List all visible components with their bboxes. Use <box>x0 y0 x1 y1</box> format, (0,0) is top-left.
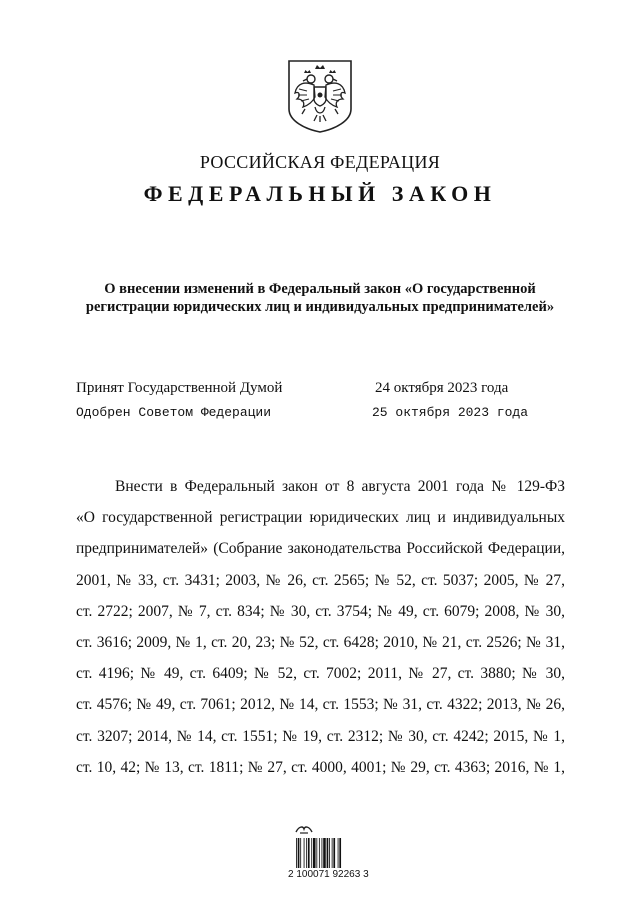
duma-adoption-date: 24 октября 2023 года <box>375 380 509 396</box>
law-title <box>60 280 580 316</box>
body-line: ст. 4196; № 49, ст. 6409; № 52, ст. 7002; 2011, № 27, ст. 3880; № 30, <box>76 665 565 683</box>
country-heading: РОССИЙСКАЯ ФЕДЕРАЦИЯ <box>199 152 441 172</box>
body-line: предпринимателей» (Собрание законодательства Российской Федерации, <box>76 540 565 558</box>
body-line: 2001, № 33, ст. 3431; 2003, № 26, ст. 2565; № 52, ст. 5037; 2005, № 27, <box>76 571 565 589</box>
body-line: Внести в Федеральный закон от 8 августа 2001 года № 129-ФЗ <box>115 478 565 495</box>
council-approval-date: 25 октября 2023 года <box>372 405 529 420</box>
council-approval-label: Одобрен Советом Федерации <box>76 405 272 420</box>
body-line: ст. 3207; 2014, № 14, ст. 1551; № 19, ст. 2312; № 30, ст. 4242; 2015, № 1, <box>76 727 565 745</box>
law-title-line: регистрации юридических лиц и индивидуальных предпринимателей» <box>85 299 555 315</box>
body-line: ст. 3616; 2009, № 1, ст. 20, 23; № 52, ст. 6428; 2010, № 21, ст. 2526; № 31, <box>76 633 565 651</box>
body-line: «О государственной регистрации юридических лиц и индивидуальных <box>76 509 565 527</box>
duma-adoption-label: Принят Государственной Думой <box>76 380 283 396</box>
body-line: ст. 4576; № 49, ст. 7061; 2012, № 14, ст. 1553; № 31, ст. 4322; 2013, № 26, <box>76 696 565 714</box>
barcode-icon <box>296 838 358 870</box>
law-body <box>76 471 565 783</box>
body-line: ст. 2722; 2007, № 7, ст. 834; № 30, ст. 3754; № 49, ст. 6079; 2008, № 30, <box>76 602 565 620</box>
law-type-heading: ФЕДЕРАЛЬНЫЙ ЗАКОН <box>143 181 497 206</box>
barcode-number: 2 100071 92263 3 <box>288 869 369 880</box>
print-mark-icon <box>294 823 314 835</box>
body-line: ст. 10, 42; № 13, ст. 1811; № 27, ст. 4000, 4001; № 29, ст. 4363; 2016, № 1, <box>76 758 565 776</box>
russian-coat-of-arms-icon <box>287 59 353 133</box>
law-title-line: О внесении изменений в Федеральный закон «О государственной <box>104 281 536 297</box>
